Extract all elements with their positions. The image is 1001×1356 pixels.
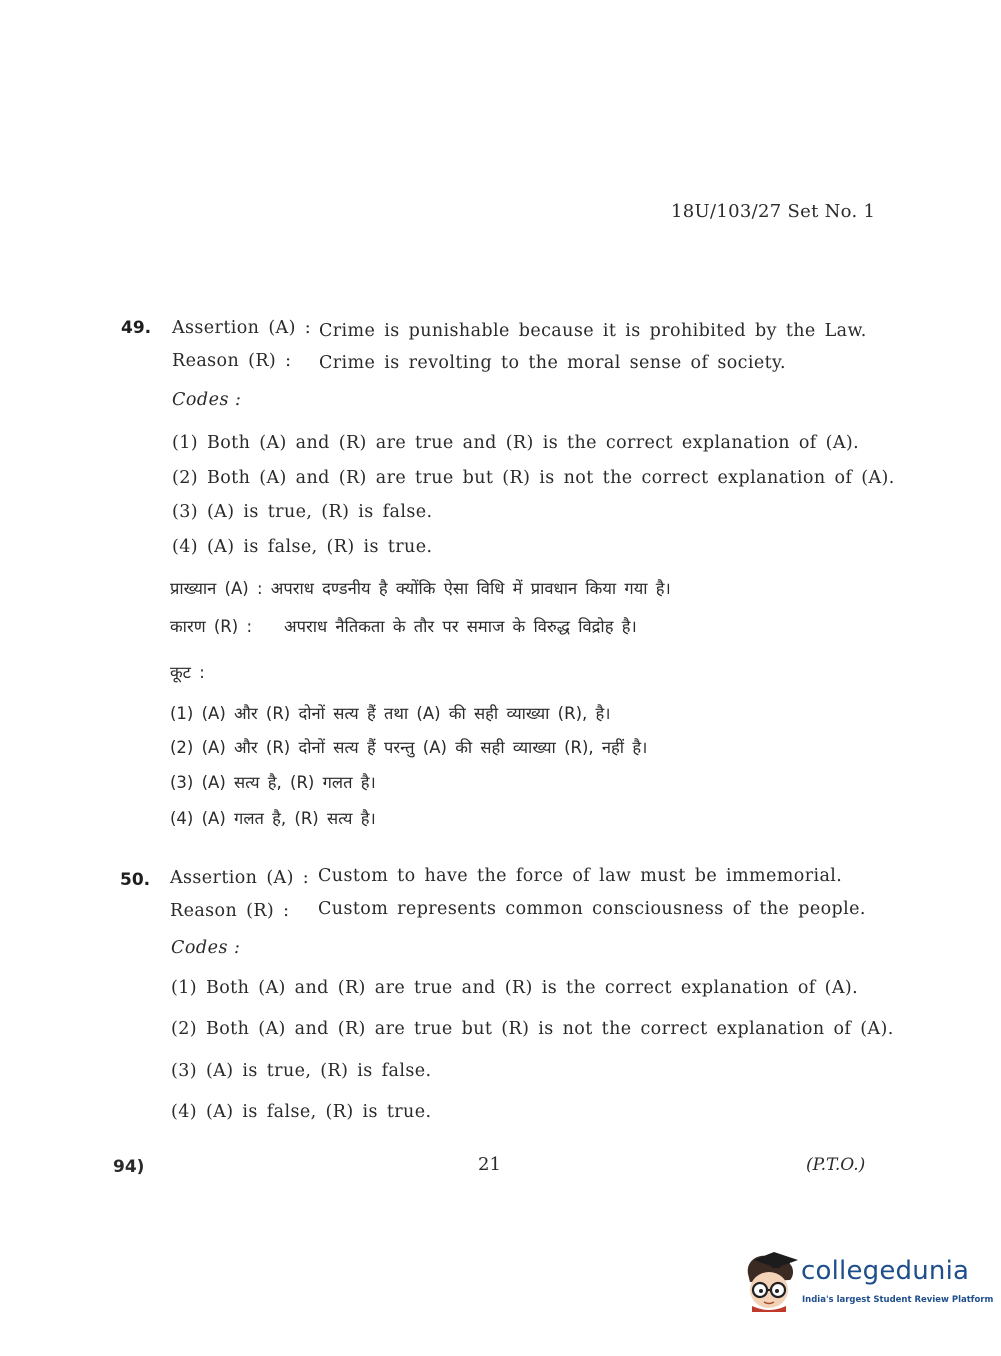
logo-tagline: India's largest Student Review Platform	[802, 1295, 994, 1305]
collegedunia-logo	[742, 1250, 994, 1318]
option-1: (1) Both (A) and (R) are true and (R) is the correct explanation of (A).	[172, 433, 860, 453]
hindi-reason-text: अपराध नैतिकता के तौर पर समाज के विरुद्ध विद्रोह है।	[284, 617, 637, 636]
hindi-codes-label: कूट :	[170, 663, 205, 682]
assertion-text: Crime is punishable because it is prohibited by the Law.	[319, 321, 867, 341]
reason-label: Reason (R) :	[170, 901, 290, 921]
codes-label: Codes :	[171, 938, 241, 958]
footer-code: 94)	[113, 1157, 145, 1177]
option-1: (1) Both (A) and (R) are true and (R) is the correct explanation of (A).	[171, 978, 859, 998]
hindi-option-2: (2) (A) और (R) दोनों सत्य हैं परन्तु (A) की सही व्याख्या (R), नहीं है।	[170, 738, 648, 757]
logo-brand: collegedunia	[801, 1256, 970, 1286]
assertion-label: Assertion (A) :	[172, 318, 312, 338]
hindi-option-4: (4) (A) गलत है, (R) सत्य है।	[170, 809, 376, 828]
option-3: (3) (A) is true, (R) is false.	[171, 1061, 432, 1081]
option-3: (3) (A) is true, (R) is false.	[172, 502, 433, 522]
codes-label: Codes :	[172, 390, 242, 410]
reason-text: Custom represents common consciousness of the people.	[318, 899, 866, 919]
pto-label: (P.T.O.)	[806, 1155, 866, 1175]
option-2: (2) Both (A) and (R) are true but (R) is not the correct explanation of (A).	[172, 468, 895, 488]
hindi-option-3: (3) (A) सत्य है, (R) गलत है।	[170, 773, 376, 792]
hindi-option-1: (1) (A) और (R) दोनों सत्य हैं तथा (A) की सही व्याख्या (R), है।	[170, 704, 611, 723]
option-4: (4) (A) is false, (R) is true.	[171, 1102, 432, 1122]
assertion-text: Custom to have the force of law must be immemorial.	[318, 866, 843, 886]
option-2: (2) Both (A) and (R) are true but (R) is not the correct explanation of (A).	[171, 1019, 894, 1039]
hindi-assertion: प्राख्यान (A) : अपराध दण्डनीय है क्योंकि ऐसा विधि में प्रावधान किया गया है।	[170, 579, 671, 598]
header-code: 18U/103/27 Set No. 1	[671, 201, 876, 222]
reason-text: Crime is revolting to the moral sense of society.	[319, 353, 786, 373]
hindi-reason-label: कारण (R) :	[170, 617, 253, 636]
mascot-icon	[742, 1250, 800, 1314]
assertion-label: Assertion (A) :	[170, 868, 310, 888]
reason-label: Reason (R) :	[172, 351, 292, 371]
page-number: 21	[478, 1154, 501, 1175]
question-number: 49.	[121, 318, 152, 338]
option-4: (4) (A) is false, (R) is true.	[172, 537, 433, 557]
question-number: 50.	[120, 870, 151, 890]
